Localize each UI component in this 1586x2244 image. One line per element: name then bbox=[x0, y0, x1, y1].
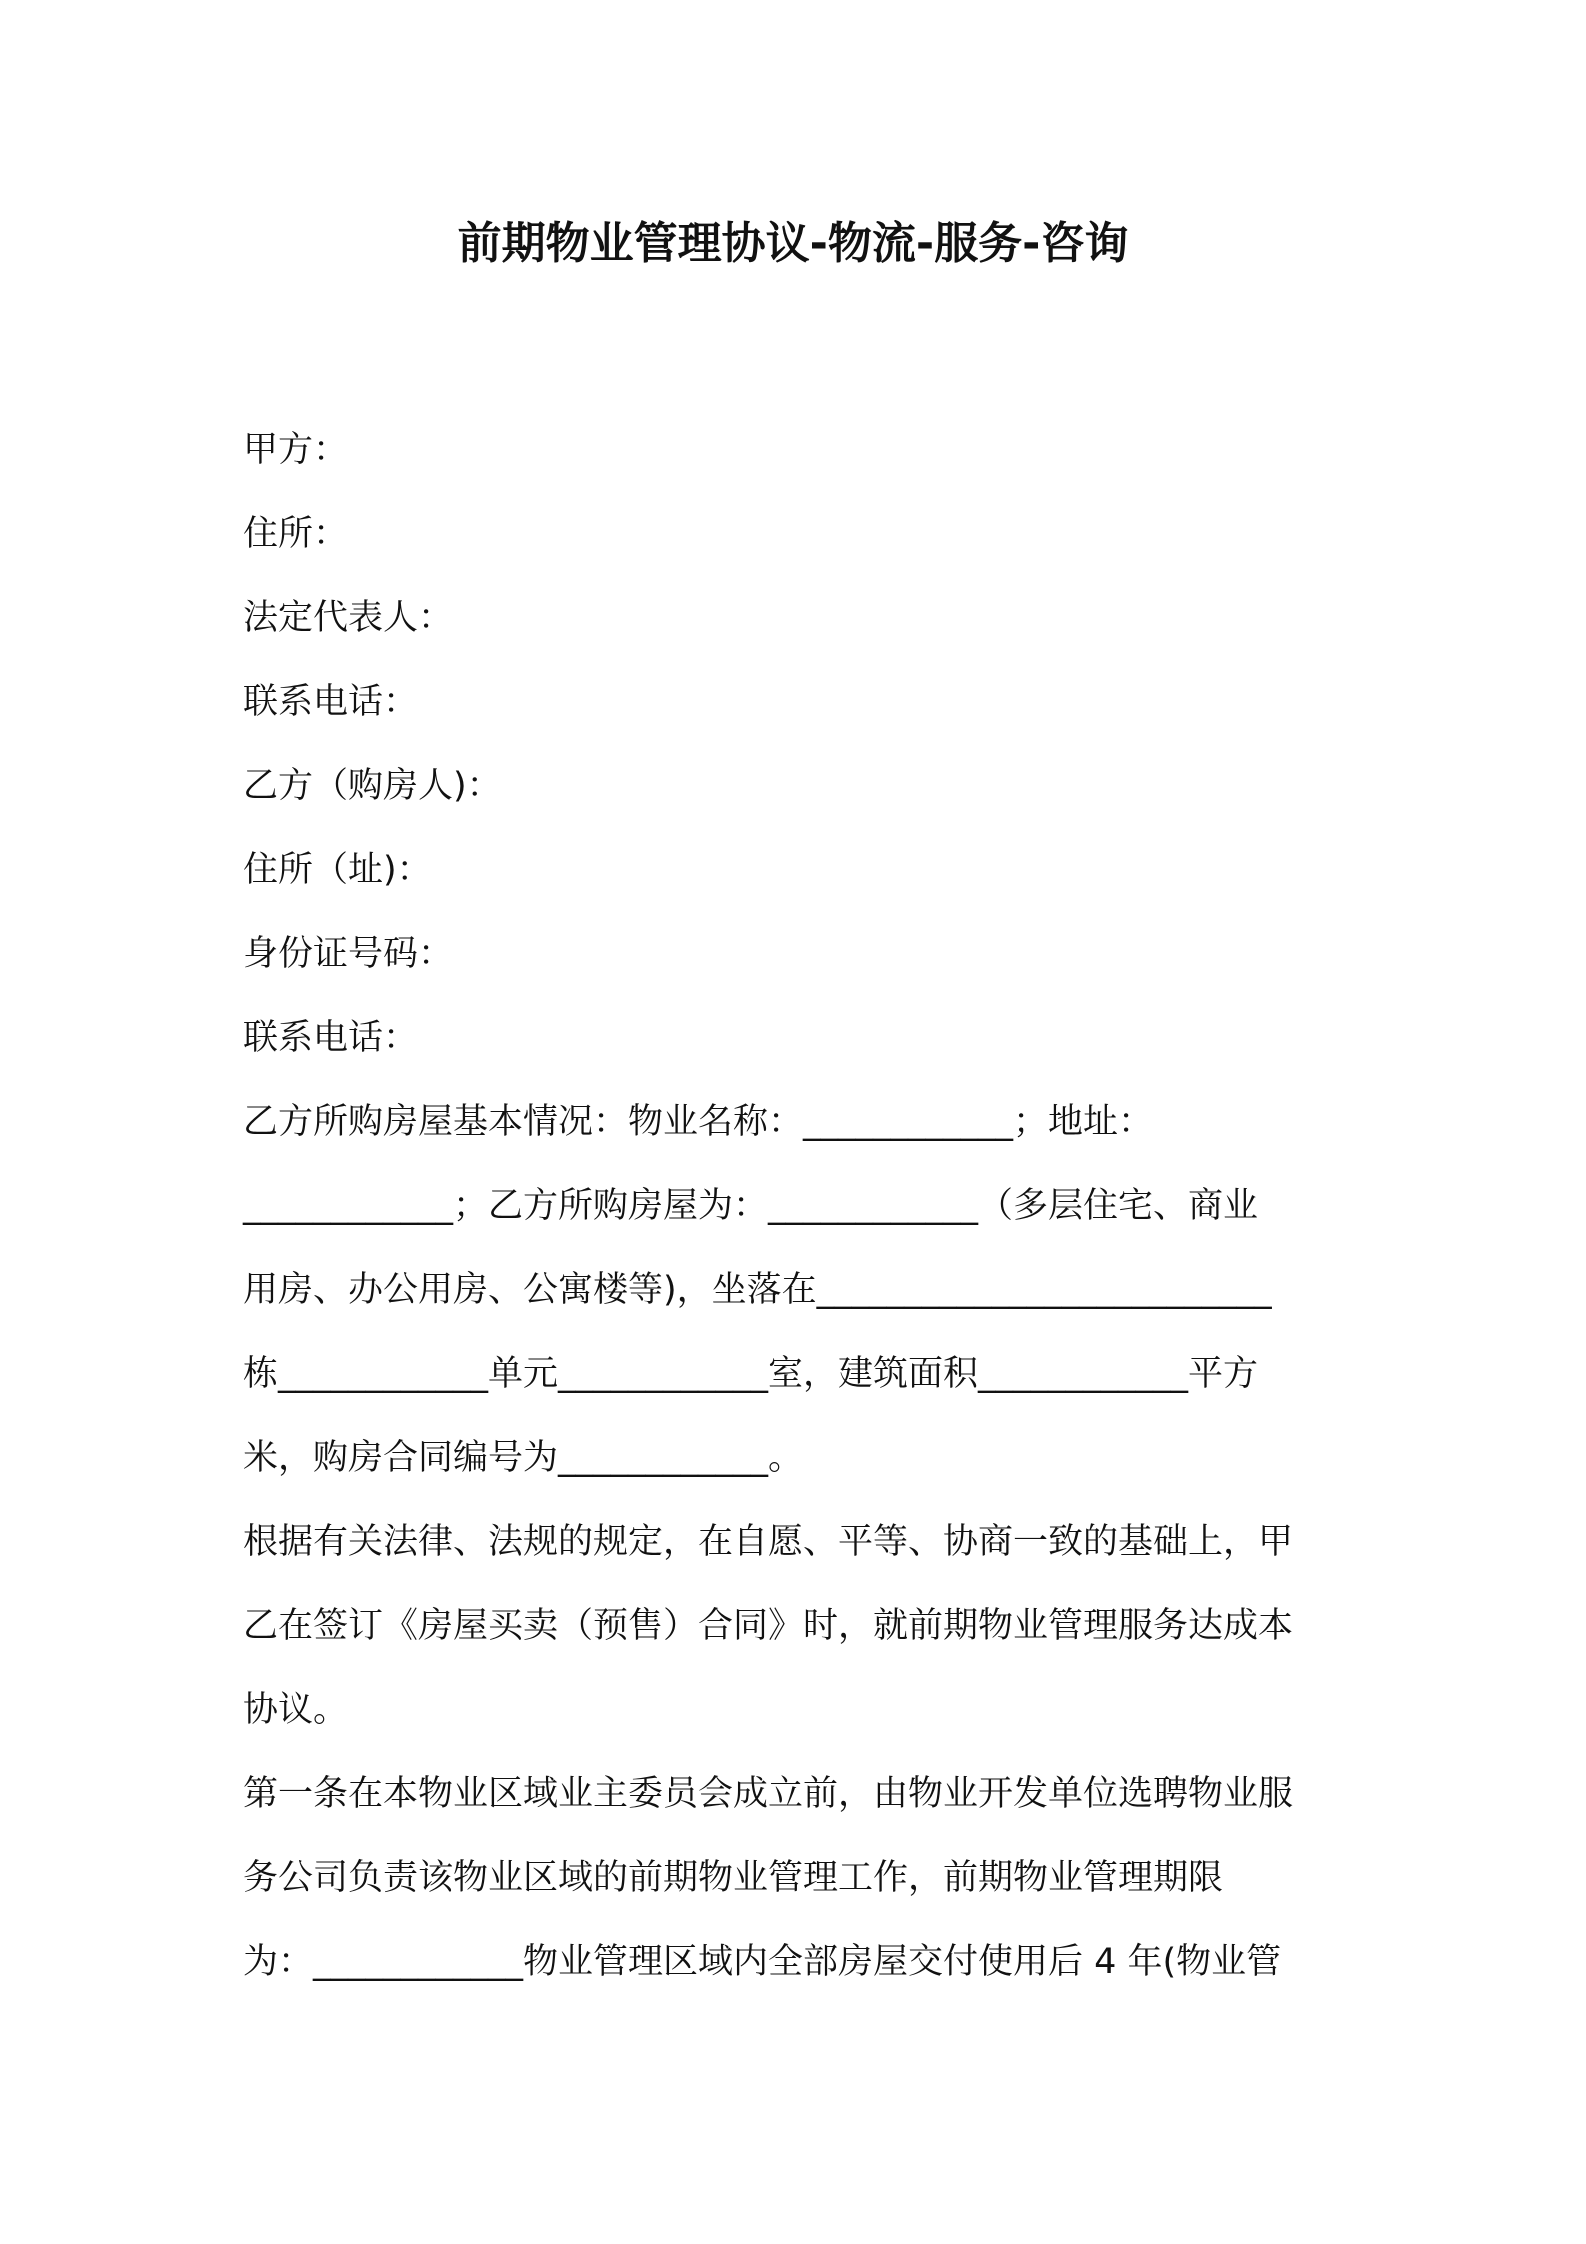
body-line: 第一条在本物业区域业主委员会成立前，由物业开发单位选聘物业服 bbox=[243, 1774, 1294, 1814]
body-line: 住所（址)： bbox=[243, 850, 432, 890]
body-line: 甲方： bbox=[243, 430, 349, 470]
document-title: 前期物业管理协议-物流-服务-咨询 bbox=[457, 218, 1129, 269]
body-line: 栋____________单元____________室，建筑面积____________平方 bbox=[243, 1354, 1259, 1394]
body-line: 协议。 bbox=[243, 1690, 349, 1730]
body-line: ____________；乙方所购房屋为：____________（多层住宅、商业 bbox=[243, 1186, 1259, 1226]
body-line: 乙方所购房屋基本情况：物业名称：____________；地址： bbox=[243, 1102, 1154, 1142]
document-body bbox=[243, 408, 1353, 2004]
body-line: 联系电话： bbox=[243, 1018, 419, 1058]
body-line: 根据有关法律、法规的规定，在自愿、平等、协商一致的基础上，甲 bbox=[243, 1522, 1294, 1562]
body-line: 法定代表人： bbox=[243, 598, 454, 638]
body-line: 住所： bbox=[243, 514, 349, 554]
body-line: 务公司负责该物业区域的前期物业管理工作，前期物业管理期限 bbox=[243, 1858, 1224, 1898]
body-line: 身份证号码： bbox=[243, 934, 454, 974]
body-line: 联系电话： bbox=[243, 682, 419, 722]
body-line: 为：____________物业管理区域内全部房屋交付使用后 4 年(物业管 bbox=[243, 1942, 1282, 1982]
body-line: 乙方（购房人)： bbox=[243, 766, 502, 806]
body-line: 用房、办公用房、公寓楼等)，坐落在__________________________ bbox=[243, 1270, 1272, 1310]
body-line: 米，购房合同编号为____________。 bbox=[243, 1438, 804, 1478]
body-line: 乙在签订《房屋买卖（预售）合同》时，就前期物业管理服务达成本 bbox=[243, 1606, 1294, 1646]
